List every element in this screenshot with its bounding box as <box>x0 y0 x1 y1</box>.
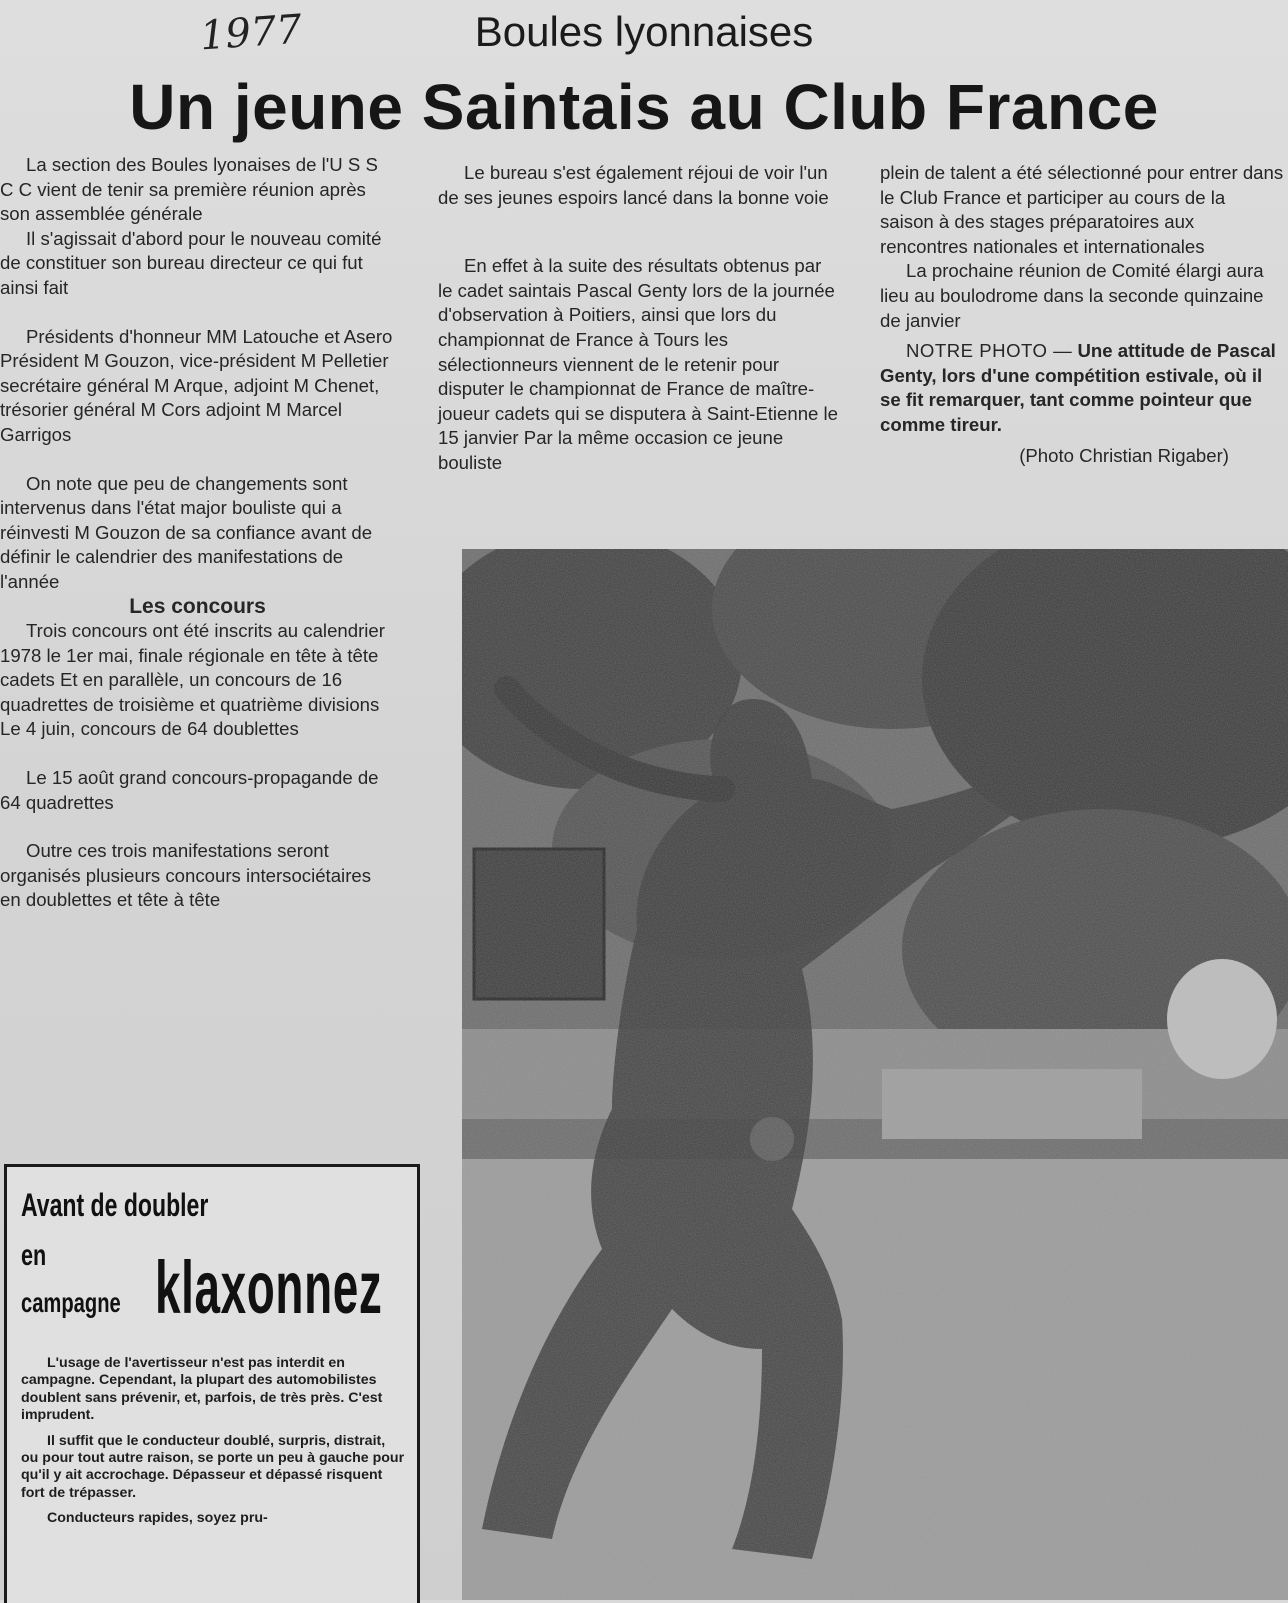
ad-line-3: campagne <box>21 1287 121 1318</box>
photo-caption <box>880 339 1284 437</box>
paragraph: Trois concours ont été inscrits au calendrier 1978 le 1er mai, finale régionale en tête à tête cadets Et en parallèle, un concours de 16 quadrettes de troisième et quatrième divisions Le 4 juin, concours de 64 doublettes <box>0 620 385 740</box>
ad-paragraph: Conducteurs rapides, soyez pru- <box>47 1510 268 1527</box>
article-photo <box>462 549 1288 1600</box>
photo-scene <box>462 549 1288 1600</box>
paragraph: La section des Boules lyonaises de l'U S S C C vient de tenir sa première réunion après son assemblée générale <box>0 154 378 225</box>
paragraph: On note que peu de changements sont intervenus dans l'état major bouliste qui a réinvesti M Gouzon de sa confiance avant de définir le calendrier des manifestations de l'année <box>0 472 373 592</box>
caption-text: Une attitude de Pascal Genty, lors d'une compétition estivale, où il se fit remarquer, tant comme pointeur que comme tireur. <box>880 340 1276 435</box>
caption-label: NOTRE PHOTO — <box>906 340 1073 362</box>
handwritten-year: 1977 <box>198 6 304 60</box>
paragraph: Il s'agissait d'abord pour le nouveau comité de constituer son bureau directeur ce qui fut ainsi fait <box>0 227 382 298</box>
paragraph: Outre ces trois manifestations seront organisés plusieurs concours intersociétaires en doublettes et tête à tête <box>0 840 372 911</box>
section-subhead: Les concours <box>129 594 266 618</box>
photo-credit: (Photo Christian Rigaber) <box>1019 444 1229 466</box>
article-column-2 <box>438 161 840 476</box>
paragraph: La prochaine réunion de Comité élargi aura lieu au boulodrome dans la seconde quinzaine de janvier <box>880 260 1264 331</box>
paragraph: Présidents d'honneur MM Latouche et Asero Président M Gouzon, vice-président M Pelletier secrétaire général M Arque, adjoint M Chenet, trésorier général M Cors adjoint M Marcel Garrigos <box>0 325 393 445</box>
ad-paragraph: L'usage de l'avertisseur n'est pas interdit en campagne. Cependant, la plupart des automobilistes doublent sans prévenir, et, parfois, de très près. C'est imprudent. <box>21 1355 383 1424</box>
ad-line-1: Avant de doubler <box>21 1187 209 1223</box>
article-column-3 <box>880 161 1284 468</box>
ad-paragraph: Il suffit que le conducteur doublé, surpris, distrait, ou pour tout autre raison, se porte un peu à gauche pour qu'il y ait accrochage. Dépasseur et dépassé risquent fort de trépasser. <box>21 1432 405 1501</box>
article-kicker: Boules lyonnaises <box>474 8 814 55</box>
advertisement-box <box>4 1164 420 1603</box>
paragraph: Le bureau s'est également réjoui de voir l'un de ses jeunes espoirs lancé dans la bonne voie <box>438 162 829 208</box>
paragraph: Le 15 août grand concours-propagande de 64 quadrettes <box>0 767 379 813</box>
paragraph: plein de talent a été sélectionné pour entrer dans le Club France et participer au cours de la saison à des stages préparatoires aux rencontres nationales et internationales <box>880 162 1284 257</box>
ad-body <box>21 1355 406 1536</box>
ad-headline-klaxonnez: klaxonnez <box>155 1246 383 1329</box>
ad-line-2: en <box>21 1239 47 1272</box>
article-column-1 <box>0 153 395 913</box>
article-headline: Un jeune Saintais au Club France <box>129 71 1159 143</box>
paragraph: En effet à la suite des résultats obtenus par le cadet saintais Pascal Genty lors de la journée d'observation à Poitiers, ainsi que lors du championnat de France à Tours les sélectionneurs viennent de le retenir pour disputer le championnat de France de maître-joueur cadets qui se disputera à Saint-Etienne le 15 janvier Par la même occasion ce jeune bouliste <box>438 255 839 473</box>
